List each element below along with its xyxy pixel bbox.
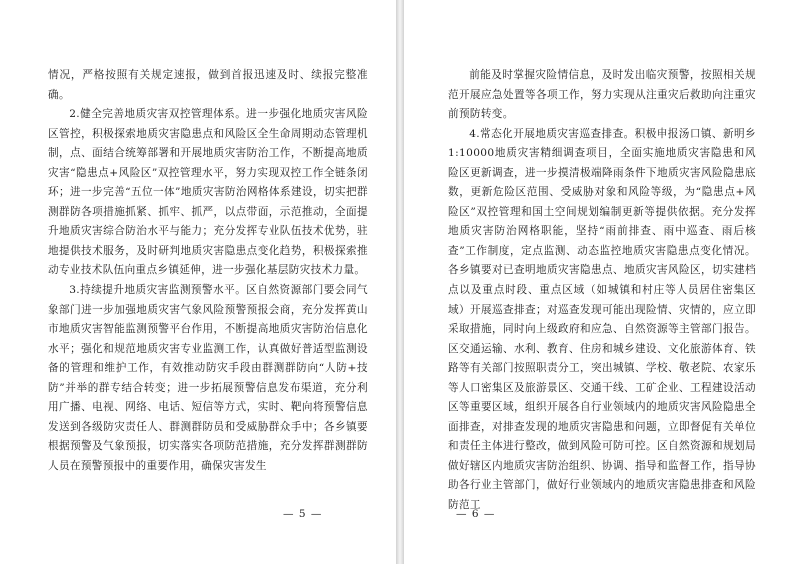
paragraph-continuation: 情况，严格按照有关规定速报，做到首报迅速及时、续报完整准确。 bbox=[48, 69, 368, 101]
page-6 bbox=[404, 0, 800, 564]
paragraph-section-3: 3.持续提升地质灾害监测预警水平。区自然资源部门要会同气象部门进一步加强地质灾害气象风险预警预报会商，充分发挥黄山市地质灾害智能监测预警平台作用，不断提高地质灾害防治信息化水平；强化和规范地质灾害专业监测工作，认真做好普适型监测设备的管理和维护工作，有效推动防灾手段由群测群防向“人防+技防”并举的群专结合转变；进一步拓展预警信息发布渠道，充分利用广播、电视、网络、电话、短信等方式，实时、靶向将预警信息发送到各级防灾责任人、群测群防员和受威胁群众手中；各乡镇要根据预警及气象预报，切实落实各项防范措施，充分发挥群测群防人员在预警预报中的重要作用，确保灾害发生 bbox=[48, 284, 368, 472]
paragraph-section-2: 2.健全完善地质灾害双控管理体系。进一步强化地质灾害风险区管控，积极探索地质灾害隐患点和风险区全生命周期动态管理机制，点、面结合统筹部署和开展地质灾害防治工作，不断提高地质灾害“隐患点+风险区”双控管理水平，努力实现双控工作全链条闭环；进一步完善“五位一体”地质灾害防治网格体系建设，切实把群测群防各项措施抓紧、抓牢、抓严，以点带面，示范推动，全面提升地质灾害综合防治水平与能力；充分发挥专业队伍技术优势，驻地提供技术服务，及时研判地质灾害隐患点变化趋势，积极探索推动专业技术队伍向重点乡镇延伸，进一步强化基层防灾技术力量。 bbox=[48, 108, 368, 277]
paragraph-continuation: 前能及时掌握灾险情信息，及时发出临灾预警，按照相关规范开展应急处置等各项工作，努力实现从注重灾后救助向注重灾前预防转变。 bbox=[448, 69, 756, 121]
page-number: — 6 — bbox=[456, 508, 496, 520]
page-5-body bbox=[48, 66, 368, 476]
paragraph-section-4: 4.常态化开展地质灾害巡查排查。积极申报汤口镇、新明乡1:10000地质灾害精细调查项目，全面实施地质灾害隐患和风险区更新调查，进一步摸清极端降雨条件下地质灾害风险隐患底数，更新危险区范围、受威胁对象和风险等级，为“隐患点+风险区”双控管理和国土空间规划编制更新等提供依据。充分发挥地质灾害防治网格职能，坚持“雨前排查、雨中巡查、雨后核查”工作制度，定点监测、动态监控地质灾害隐患点变化情况。各乡镇要对已查明地质灾害隐患点、地质灾害风险区，切实建档点以及重点时段、重点区域（如城镇和村庄等人员居住密集区域）开展巡查排查；对巡查发现可能出现险情、灾情的，应立即采取措施，同时向上级政府和应急、自然资源等主管部门报告。区交通运输、水利、教育、住房和城乡建设、文化旅游体育、铁路等有关部门按照职责分工，突出城镇、学校、敬老院、农家乐等人口密集区及旅游景区、交通干线、工矿企业、工程建设活动区等重要区域，组织开展各自行业领域内的地质灾害风险隐患全面排查，对排查发现的地质灾害隐患和问题，立即督促有关单位和责任主体进行整改，做到风险可防可控。区自然资源和规划局做好辖区内地质灾害防治组织、协调、指导和监督工作，指导协助各行业主管部门，做好行业领域内的地质灾害隐患排查和风险防范工 bbox=[448, 127, 756, 512]
page-5 bbox=[0, 0, 396, 564]
page-gutter bbox=[396, 0, 404, 564]
page-6-body bbox=[448, 66, 756, 516]
page-number: — 5 — bbox=[283, 508, 323, 520]
